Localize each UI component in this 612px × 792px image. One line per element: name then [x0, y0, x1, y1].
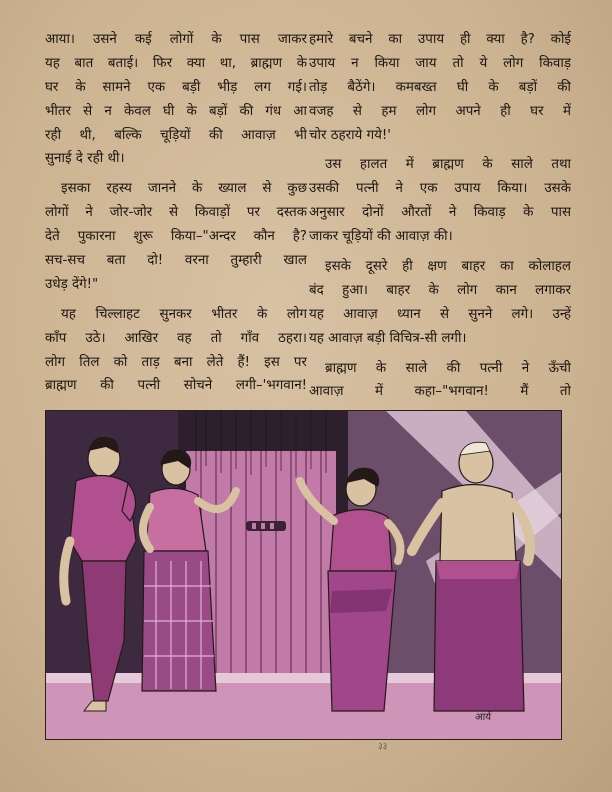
text-line: उसकी पत्नी ने एक उपाय किया। उसके — [309, 181, 571, 197]
text-line: भीतर से न केवल घी के बड़ों की गंध आ — [45, 103, 307, 119]
left-column — [45, 28, 307, 398]
text-line: हमारे बचने का उपाय ही क्या है? कोई — [309, 32, 571, 47]
text-line: उधेड़ देंगे!" — [45, 276, 99, 292]
text-line: ब्राह्मण की पत्नी सोचने लगी–'भगवान! — [45, 378, 307, 394]
text-line: इसके दूसरे ही क्षण बाहर का कोलाहल — [325, 259, 571, 275]
text-line: काँप उठे। आखिर वह तो गाँव ठहरा। — [45, 330, 307, 346]
text-line: उस हालत में ब्राह्मण के साले तथा — [325, 157, 571, 173]
right-column — [309, 28, 571, 404]
story-illustration — [45, 410, 562, 740]
text-line: यह बात बताई। फिर क्या था, ब्राह्मण के — [45, 55, 307, 71]
text-line: तोड़ बैठेंगे। कमबख्त घी के बड़ों की — [309, 79, 571, 95]
text-line: जाकर चूड़ियों की आवाज़ की। — [309, 229, 453, 245]
text-line: आया। उसने कई लोगों के पास जाकर — [45, 32, 307, 47]
text-line: रही थी, बल्कि चूड़ियों की आवाज़ भी — [45, 127, 307, 143]
text-line: लोगों ने जोर-जोर से किवाड़ों पर दस्तक — [45, 205, 307, 221]
text-line: वजह से हम लोग अपने ही घर में — [309, 103, 571, 119]
text-line: बंद हुआ। बाहर के लोग कान लगाकर — [309, 282, 571, 298]
text-line: अनुसार दोनों औरतों ने किवाड़ के पास — [309, 205, 571, 221]
text-line: यह आवाज़ ध्यान से सुनने लगे। उन्हें — [309, 306, 571, 322]
text-line: ब्राह्मण के साले की पत्नी ने ऊँची — [325, 360, 571, 376]
text-line: इसका रहस्य जानने के ख्याल से कुछ — [61, 181, 307, 197]
text-line: यह आवाज़ बड़ी विचित्र-सी लगी। — [309, 330, 467, 346]
text-line: उपाय न किया जाय तो ये लोग किवाड़ — [309, 55, 571, 71]
text-line: आवाज़ में कहा–"भगवान! मैं तो — [309, 384, 571, 400]
text-line: चोर ठहराये गये!' — [309, 127, 391, 143]
page-number: ३३ — [378, 742, 388, 752]
artist-signature: आर्य — [474, 712, 491, 723]
text-line: घर के सामने एक बड़ी भीड़ लग गई। — [45, 79, 307, 95]
text-line: लोग तिल को ताड़ बना लेते हैं! इस पर — [45, 354, 307, 370]
text-line: सुनाई दे रही थी। — [45, 151, 125, 167]
text-line: देते पुकारना शुरू किया–"अन्दर कौन है? — [45, 229, 307, 245]
text-line: यह चिल्लाहट सुनकर भीतर के लोग — [61, 306, 307, 322]
text-line: सच-सच बता दो! वरना तुम्हारी खाल — [45, 253, 307, 269]
